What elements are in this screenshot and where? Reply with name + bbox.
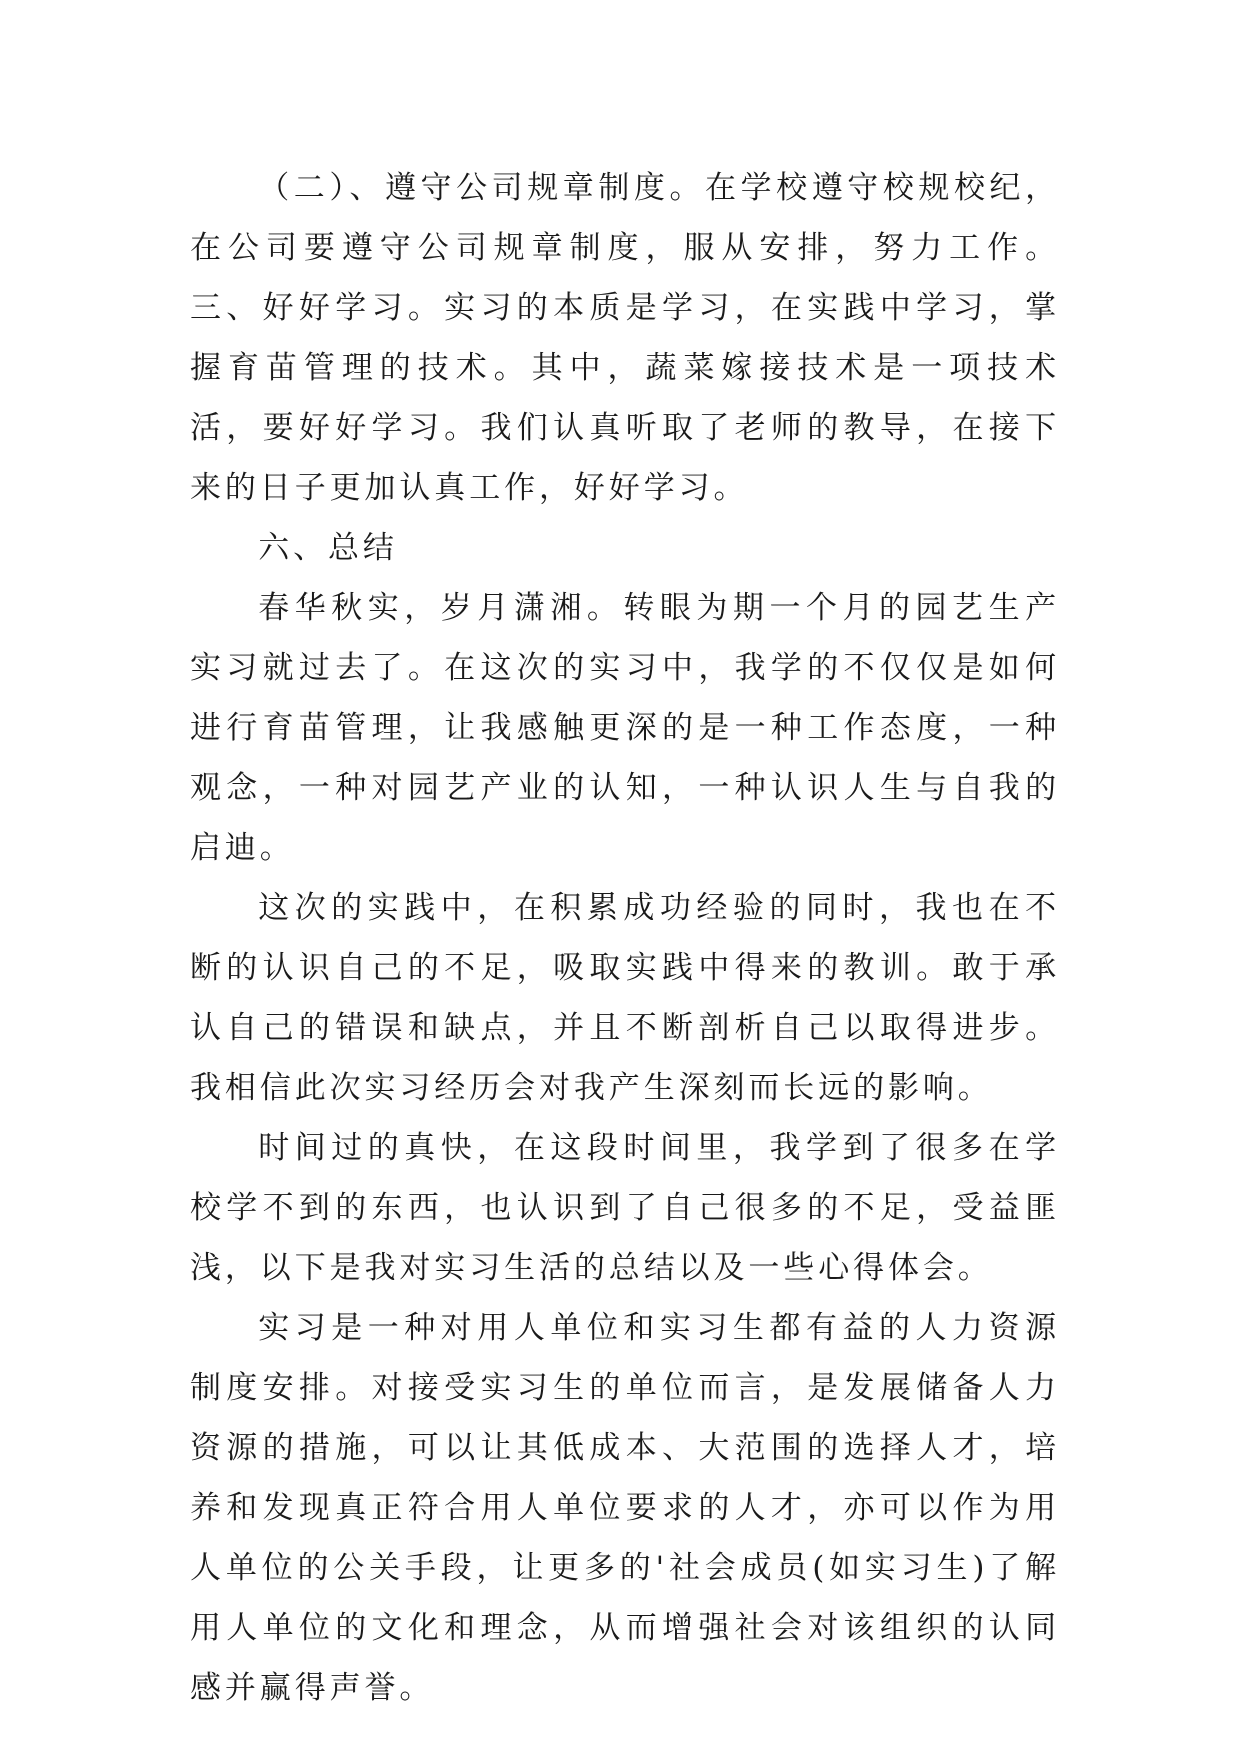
paragraph-time-flies: 时间过的真快，在这段时间里，我学到了很多在学校学不到的东西，也认识到了自己很多的不足，受益匪浅，以下是我对实习生活的总结以及一些心得体会。 — [190, 1130, 1060, 1286]
document-body — [190, 158, 1060, 1718]
paragraph-comply-rules: （二）、遵守公司规章制度。在学校遵守校规校纪，在公司要遵守公司规章制度，服从安排，努力工作。三、好好学习。实习的本质是学习，在实践中学习，掌握育苗管理的技术。其中，蔬菜嫁接技术是一项技术活，要好好学习。我们认真听取了老师的教导，在接下来的日子更加认真工作，好好学习。 — [190, 170, 1060, 506]
paragraph-summary-intro: 春华秋实，岁月潇湘。转眼为期一个月的园艺生产实习就过去了。在这次的实习中，我学的不仅仅是如何进行育苗管理，让我感触更深的是一种工作态度，一种观念，一种对园艺产业的认知，一种认识人生与自我的启迪。 — [190, 590, 1060, 866]
paragraph-internship-definition: 实习是一种对用人单位和实习生都有益的人力资源制度安排。对接受实习生的单位而言，是发展储备人力资源的措施，可以让其低成本、大范围的选择人才，培养和发现真正符合用人单位要求的人才，亦可以作为用人单位的公关手段，让更多的'社会成员(如实习生)了解用人单位的文化和理念，从而增强社会对该组织的认同感并赢得声誉。 — [190, 1310, 1060, 1706]
section-heading-summary: 六、总结 — [258, 530, 398, 566]
paragraph-practice-reflection: 这次的实践中，在积累成功经验的同时，我也在不断的认识自己的不足，吸取实践中得来的教训。敢于承认自己的错误和缺点，并且不断剖析自己以取得进步。我相信此次实习经历会对我产生深刻而长远的影响。 — [190, 890, 1060, 1106]
